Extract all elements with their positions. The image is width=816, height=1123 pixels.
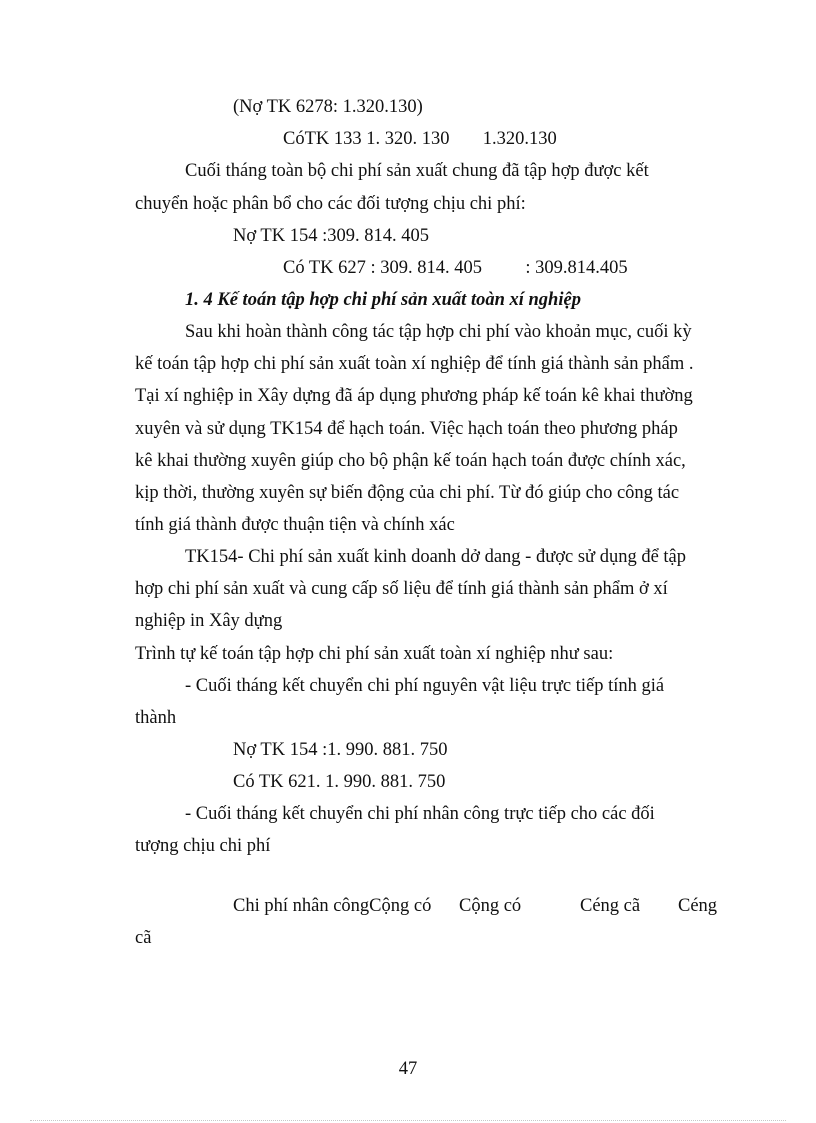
section-heading: 1. 4 Kế toán tập hợp chi phí sản xuất toàn xí nghiệp [185, 290, 581, 310]
entry-credit-133-account: CóTK 133 1. 320. 130 [283, 129, 450, 149]
bullet-line: tượng chịu chi phí [135, 836, 271, 856]
paragraph-line: chuyển hoặc phân bổ cho các đối tượng chịu chi phí: [135, 194, 526, 214]
entry-credit-133-amount: 1.320.130 [482, 129, 557, 149]
paragraph-line: xuyên và sử dụng TK154 để hạch toán. Việc hạch toán theo phương pháp [135, 419, 678, 439]
paragraph-line: Sau khi hoàn thành công tác tập hợp chi phí vào khoản mục, cuối kỳ [185, 322, 692, 342]
paragraph-line: Trình tự kế toán tập hợp chi phí sản xuất toàn xí nghiệp như sau: [135, 644, 614, 664]
paragraph-line: nghiệp in Xây dựng [135, 611, 283, 631]
table-cell: Chi phí nhân công [233, 896, 370, 916]
table-cell: cã [135, 928, 152, 948]
entry-debit-154: Nợ TK 154 :1. 990. 881. 750 [233, 740, 448, 760]
garbled-table-row [233, 895, 431, 917]
table-cell: Cộng có [369, 896, 432, 916]
paragraph-line: kịp thời, thường xuyên sự biến động của chi phí. Từ đó giúp cho công tác [135, 483, 680, 503]
entry-credit-627-account: Có TK 627 : 309. 814. 405 [283, 258, 483, 278]
entry-debit-154: Nợ TK 154 :309. 814. 405 [233, 226, 429, 246]
paragraph-line: kê khai thường xuyên giúp cho bộ phận kế toán hạch toán được chính xác, [135, 451, 686, 471]
entry-debit-6278: (Nợ TK 6278: 1.320.130) [233, 97, 423, 117]
bullet-line: - Cuối tháng kết chuyển chi phí nguyên vật liệu trực tiếp tính giá [185, 676, 665, 696]
page-number: 47 [398, 1059, 418, 1079]
entry-credit-627 [283, 257, 628, 279]
paragraph-line: TK154- Chi phí sản xuất kinh doanh dở dang - được sử dụng để tập [185, 547, 687, 567]
paragraph-line: hợp chi phí sản xuất và cung cấp số liệu để tính giá thành sản phẩm ở xí [135, 579, 668, 599]
paragraph-line [185, 160, 717, 182]
paragraph-line: kế toán tập hợp chi phí sản xuất toàn xí nghiệp để tính giá thành sản phẩm . [135, 354, 694, 374]
entry-credit-133 [283, 128, 557, 150]
paragraph-text: Cuối tháng toàn bộ chi phí sản xuất chung đã tập hợp được kết [185, 161, 649, 181]
paragraph-line: tính giá thành được thuận tiện và chính xác [135, 515, 455, 535]
bullet-line: thành [135, 708, 177, 728]
page-bottom-rule [30, 1120, 786, 1121]
entry-credit-627-amount: : 309.814.405 [525, 258, 628, 278]
paragraph-line: Tại xí nghiệp in Xây dựng đã áp dụng phương pháp kế toán kê khai thường [135, 386, 693, 406]
entry-credit-621: Có TK 621. 1. 990. 881. 750 [233, 772, 446, 792]
table-cell: Céng cã [580, 896, 641, 916]
table-cell: Cộng có [459, 896, 522, 916]
table-cell: Céng [678, 896, 718, 916]
bullet-line: - Cuối tháng kết chuyển chi phí nhân công trực tiếp cho các đối [185, 804, 655, 824]
